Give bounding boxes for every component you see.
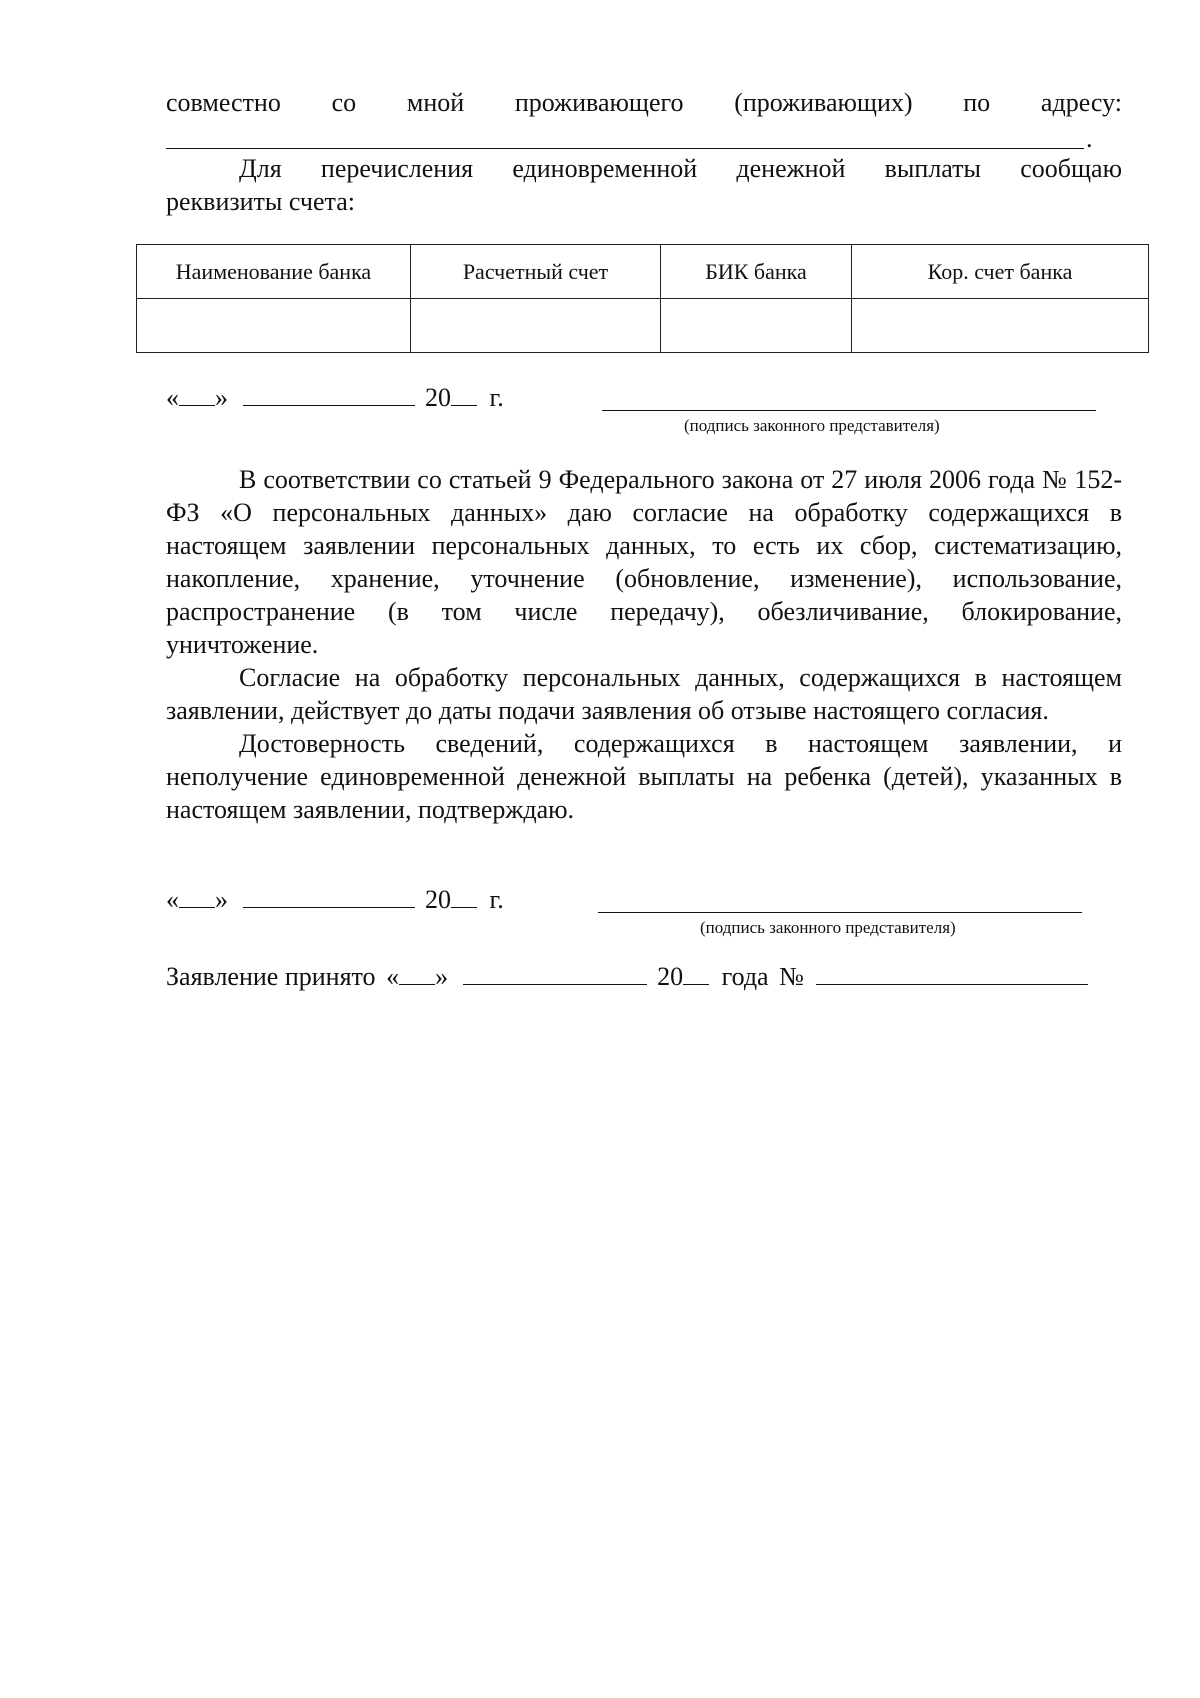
header-bank-name: Наименование банка — [137, 245, 411, 299]
year-suffix: г. — [489, 885, 504, 914]
close-quote: » — [435, 962, 449, 991]
address-word: проживающего — [514, 88, 684, 117]
signature-line-2[interactable] — [598, 912, 1082, 913]
signature-caption-2: (подпись законного представителя) — [700, 918, 956, 937]
cell-bik[interactable] — [661, 299, 852, 353]
application-accepted-row — [166, 962, 1088, 992]
address-word: со — [331, 88, 357, 117]
year-prefix: 20 — [425, 383, 451, 412]
bank-intro-line1 — [166, 152, 1122, 185]
address-word: адресу: — [1040, 88, 1122, 117]
header-account: Расчетный счет — [411, 245, 661, 299]
signature-line-1[interactable] — [602, 410, 1096, 411]
close-quote: » — [215, 383, 228, 412]
month-blank[interactable] — [243, 885, 415, 908]
bank-intro-text: Для перечисления единовременной денежной выплаты сообщаю — [239, 154, 1122, 183]
year-blank[interactable] — [451, 885, 477, 908]
consent-paragraph-2: Согласие на обработку персональных данных, содержащихся в настоящем заявлении, действует до даты подачи заявления об отзыве настоящего согласия. — [166, 663, 1122, 725]
consent-paragraph-3: Достоверность сведений, содержащихся в настоящем заявлении, и неполучение единовременной денежной выплаты на ребенка (детей), указанных в настоящем заявлении, подтверждаю. — [166, 729, 1122, 824]
year-prefix: 20 — [425, 885, 451, 914]
signature-caption-1: (подпись законного представителя) — [684, 416, 940, 435]
bank-details-table — [136, 244, 1149, 353]
open-quote: « — [166, 383, 179, 412]
year-suffix: г. — [489, 383, 504, 412]
address-end-mark: . — [1086, 124, 1093, 153]
day-blank[interactable] — [179, 383, 215, 406]
address-blank-line[interactable] — [166, 148, 1084, 149]
year-prefix: 20 — [657, 962, 684, 991]
open-quote: « — [386, 962, 400, 991]
cell-corr-account[interactable] — [852, 299, 1149, 353]
bank-intro-line2: реквизиты счета: — [166, 187, 355, 216]
cell-account[interactable] — [411, 299, 661, 353]
date-row-2 — [166, 885, 504, 915]
consent-section — [166, 463, 1122, 826]
day-blank[interactable] — [399, 962, 435, 985]
close-quote: » — [215, 885, 228, 914]
address-word: совместно — [166, 88, 281, 117]
header-corr-account: Кор. счет банка — [852, 245, 1149, 299]
year-blank[interactable] — [683, 962, 709, 985]
year-word: года — [721, 962, 769, 991]
date-row-1 — [166, 383, 504, 413]
cell-bank-name[interactable] — [137, 299, 411, 353]
accepted-prefix: Заявление принято — [166, 962, 376, 991]
address-word: по — [963, 88, 991, 117]
consent-paragraph-1: В соответствии со статьей 9 Федерального закона от 27 июля 2006 года № 152-ФЗ «О персональных данных» даю согласие на обработку содержащихся в настоящем заявлении персональных данных, то есть их сбор, систематизацию, накопление, хранение, уточнение (обновление, изменение), использование, распространение (в том числе передачу), обезличивание, блокирование, уничтожение. — [166, 465, 1122, 659]
month-blank[interactable] — [243, 383, 415, 406]
address-word: мной — [406, 88, 465, 117]
year-blank[interactable] — [451, 383, 477, 406]
table-row — [137, 299, 1149, 353]
address-word: (проживающих) — [734, 88, 913, 117]
address-line — [166, 86, 1122, 119]
open-quote: « — [166, 885, 179, 914]
month-blank[interactable] — [463, 962, 647, 985]
header-bik: БИК банка — [661, 245, 852, 299]
day-blank[interactable] — [179, 885, 215, 908]
registration-number-blank[interactable] — [816, 962, 1088, 985]
number-sign: № — [779, 962, 804, 991]
table-header-row — [137, 245, 1149, 299]
